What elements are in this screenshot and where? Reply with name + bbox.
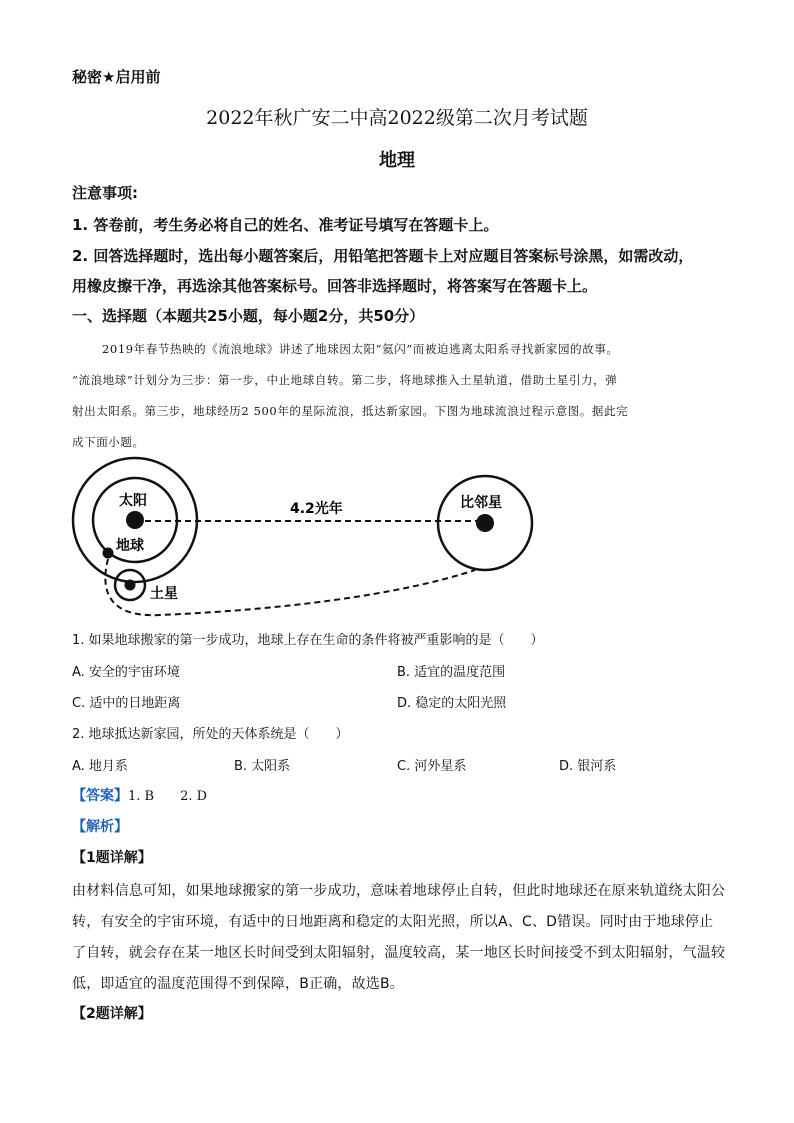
saturn-label: 土星 (150, 586, 178, 602)
subject-title: 地理 (379, 150, 415, 171)
passage-line-1: 2019年春节热映的《流浪地球》讲述了地球因太阳“氦闪”而被迫逃离太阳系寻找新家园的故事。 (102, 342, 619, 356)
exam-title: 2022年秋广安二中高2022级第二次月考试题 (206, 107, 588, 129)
question-2-option-c: C. 河外星系 (397, 759, 467, 774)
analysis-label: 【解析】 (72, 819, 128, 835)
proxima-label: 比邻星 (460, 495, 502, 511)
notice-item-1: 1. 答卷前，考生务必将自己的姓名、准考证号填写在答题卡上。 (72, 216, 499, 234)
question-2-option-a: A. 地月系 (72, 759, 128, 774)
detail-1-line-2: 转，有安全的宇宙环境，有适中的日地距离和稳定的太阳光照，所以A、C、D错误。同时由于地球停止 (72, 914, 714, 930)
detail-1-line-1: 由材料信息可知，如果地球搬家的第一步成功，意味着地球停止自转，但此时地球还在原来轨道绕太阳公 (72, 883, 726, 899)
question-1-option-d: D. 稳定的太阳光照 (397, 696, 507, 711)
question-1-option-c: C. 适中的日地距离 (72, 696, 181, 711)
detail-1-line-4: 低，即适宜的温度范围得不到保障，B正确，故选B。 (72, 976, 405, 992)
proxima-dot (476, 514, 494, 532)
sun-label: 太阳 (119, 493, 147, 509)
earth-dot (103, 548, 114, 559)
question-1-option-b: B. 适宜的温度范围 (397, 665, 506, 680)
saturn-dot (125, 580, 136, 591)
notice-item-2-line-1: 2. 回答选择题时，选出每小题答案后，用铅笔把答题卡上对应题目答案标号涂黑，如需改动， (72, 247, 694, 265)
confidential-mark: 秘密★启用前 (72, 68, 161, 86)
question-1-stem: 1. 如果地球搬家的第一步成功，地球上存在生命的条件将被严重影响的是（ ） (72, 633, 544, 648)
passage-line-2: “流浪地球”计划分为三步：第一步，中止地球自转。第二步，将地球推入土星轨道，借助土星引力，弹 (72, 373, 618, 387)
wandering-earth-diagram (60, 455, 540, 625)
detail-1-heading: 【1题详解】 (72, 850, 152, 866)
distance-label: 4.2光年 (290, 501, 343, 517)
notice-heading: 注意事项: (72, 184, 138, 202)
earth-label: 地球 (116, 538, 144, 554)
question-2-option-d: D. 银河系 (559, 759, 617, 774)
passage-line-3: 射出太阳系。第三步，地球经历2 500年的星际流浪，抵达新家园。下图为地球流浪过程示意图。据此完 (72, 404, 629, 418)
passage-line-4: 成下面小题。 (72, 435, 145, 449)
answer-row (72, 785, 207, 805)
answer-label: 【答案】 (72, 788, 128, 804)
question-1-option-a: A. 安全的宇宙环境 (72, 665, 180, 680)
question-2-stem: 2. 地球抵达新家园，所处的天体系统是（ ） (72, 727, 349, 742)
detail-1-line-3: 了自转，就会存在某一地区长时间受到太阳辐射，温度较高，某一地区长时间接受不到太阳辐射，气温较 (72, 945, 726, 961)
notice-item-2-line-2: 用橡皮擦干净，再选涂其他答案标号。回答非选择题时，将答案写在答题卡上。 (72, 277, 598, 295)
answer-value: 1. B 2. D (128, 789, 208, 804)
detail-2-heading: 【2题详解】 (72, 1006, 152, 1022)
question-2-option-b: B. 太阳系 (234, 759, 291, 774)
section-heading: 一、选择题（本题共25小题，每小题2分，共50分） (72, 307, 425, 325)
